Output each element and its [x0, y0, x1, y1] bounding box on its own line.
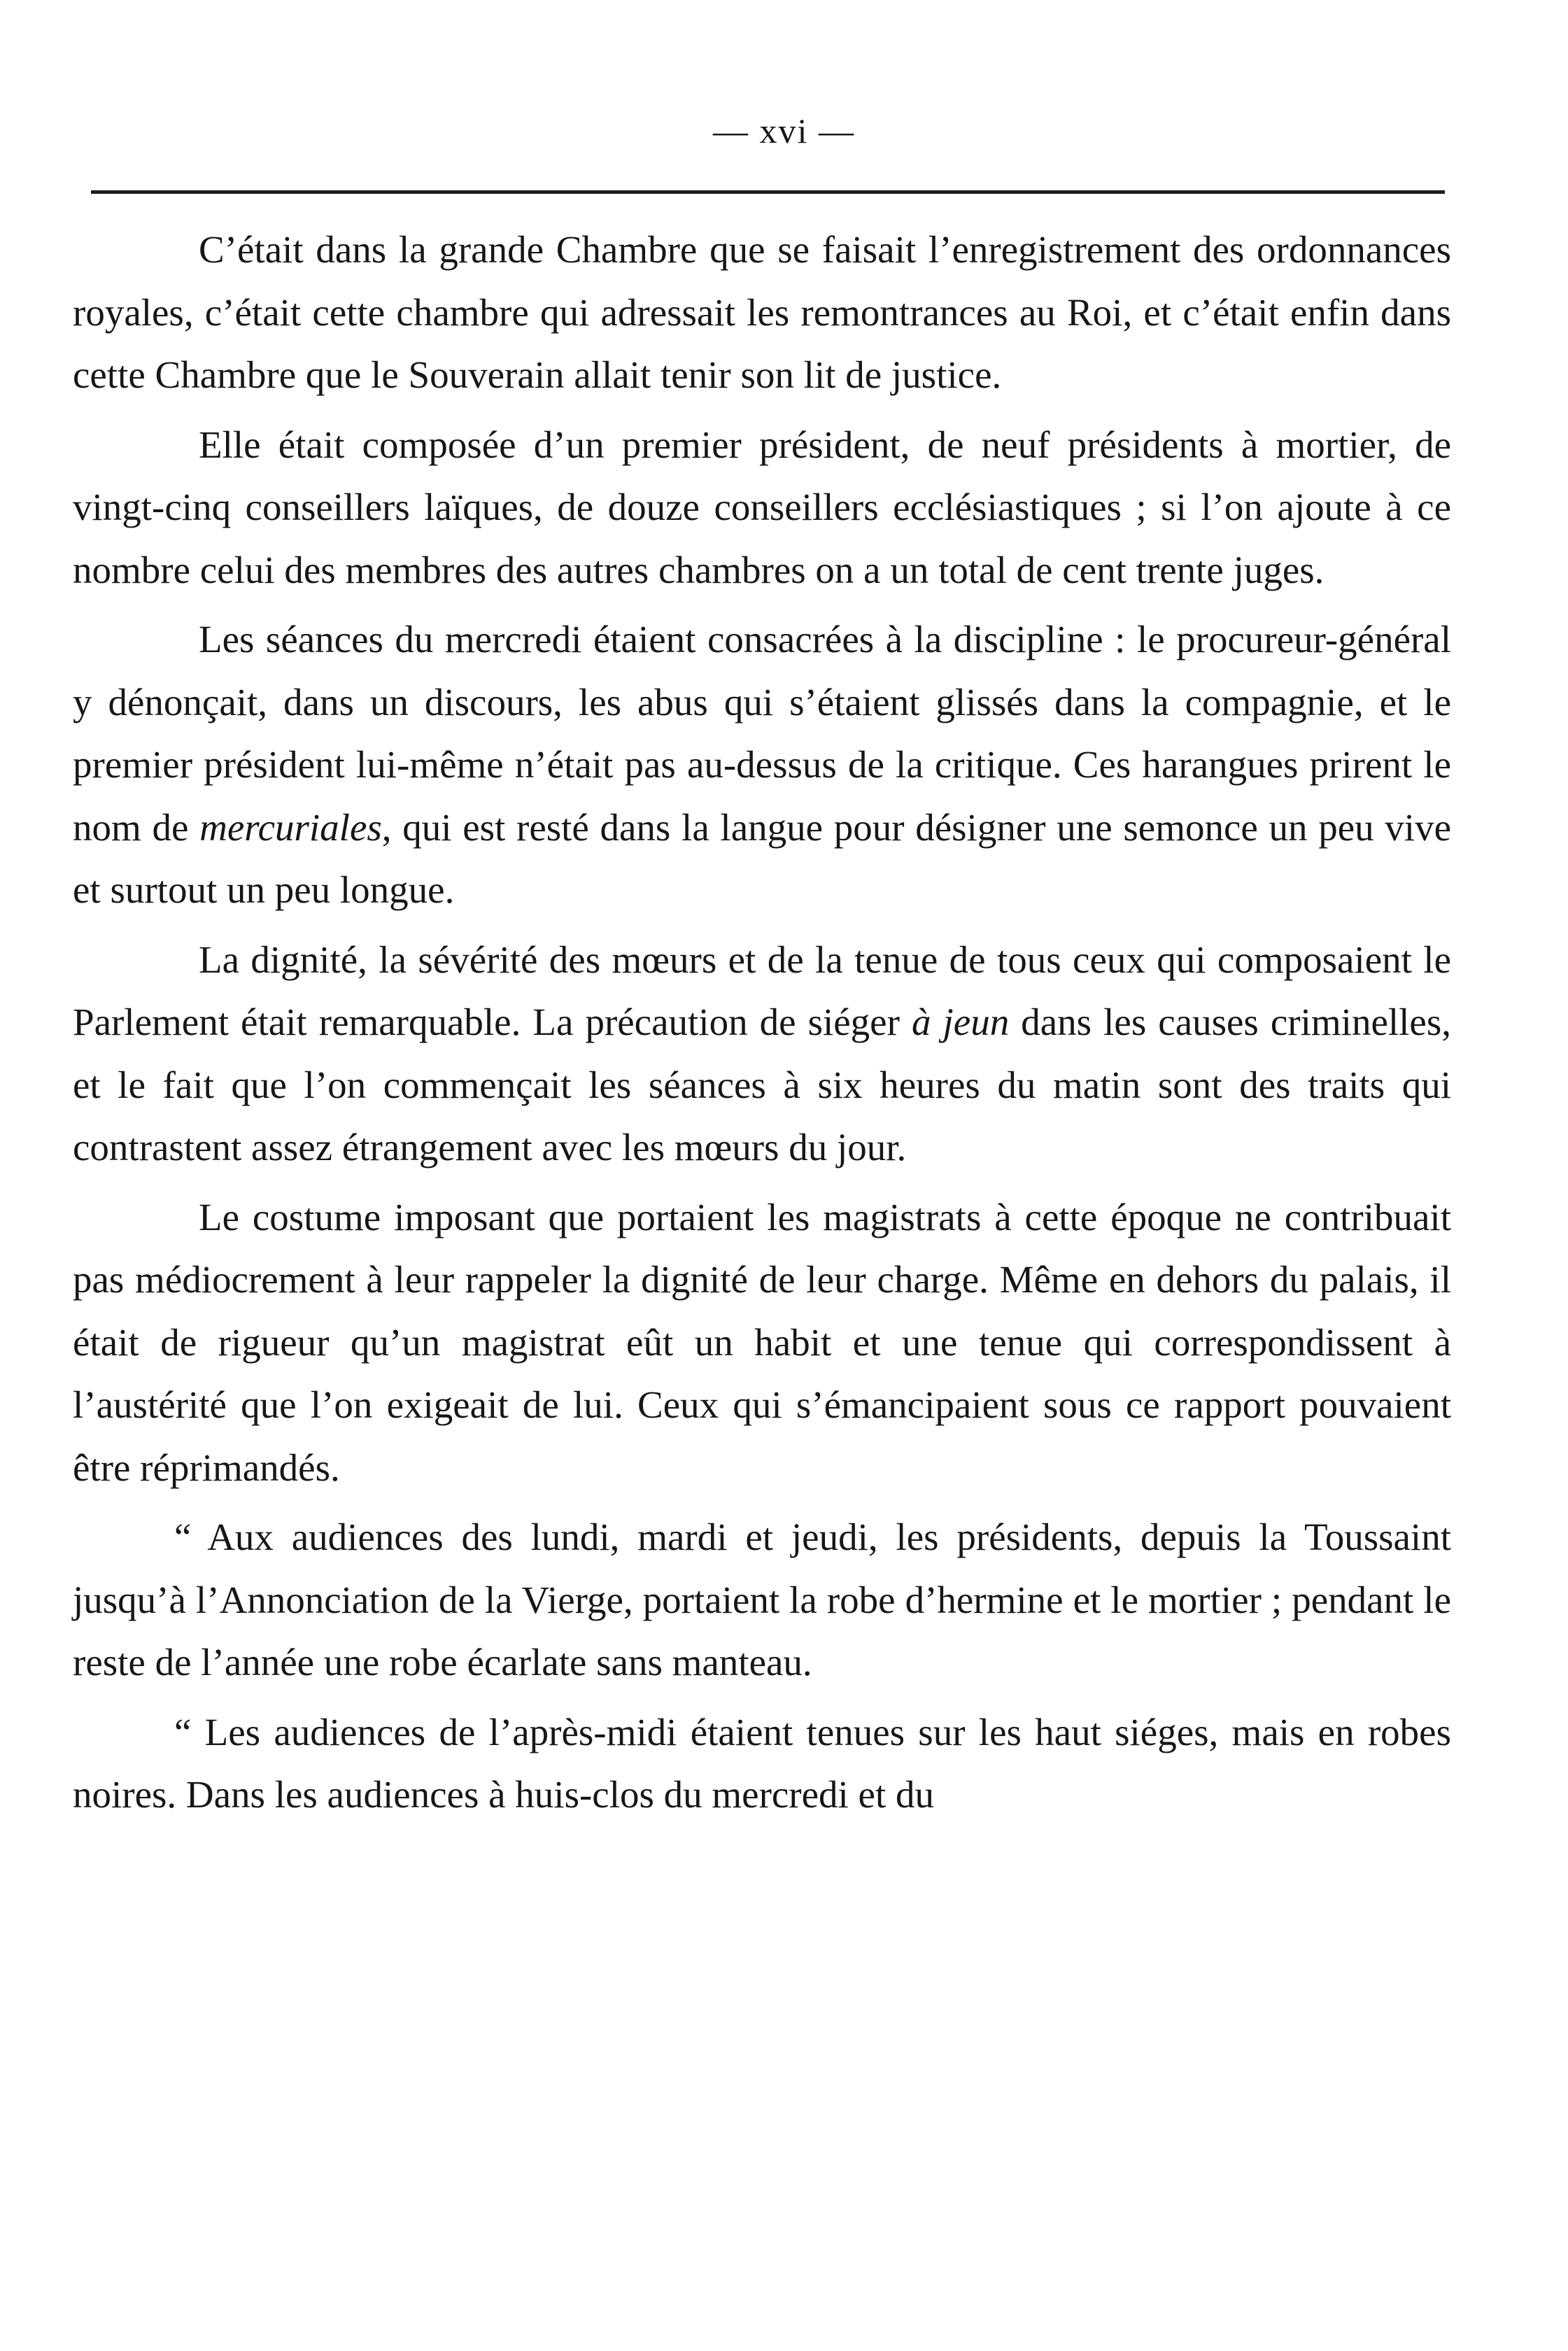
- paragraph-text: dans les causes criminelles, et le fait que l’on commençait les séances à six heures du matin sont des traits qui contrastent assez étrangement avec les mœurs du jour.: [73, 1001, 1451, 1169]
- paragraph-composition: [73, 414, 1451, 602]
- paragraph-text: “ Les audiences de l’après-midi étaient tenues sur les haut siéges, mais en robes noires. Dans les audiences à huis-clos du mercredi et du: [73, 1710, 1451, 1816]
- paragraph-text: Le costume imposant que portaient les magistrats à cette époque ne contribuait pas médiocrement à leur rappeler la dignité de leur charge. Même en dehors du palais, il était de rigueur qu’un magistrat eût un habit et une tenue qui correspondissent à l’austérité que l’on exigeait de lui. Ceux qui s’émancipaient sous ce rapport pouvaient être réprimandés.: [73, 1195, 1451, 1489]
- paragraph-text: , qui est resté dans la langue pour désigner une semonce un peu vive et surtout un peu longue.: [73, 805, 1451, 911]
- paragraph-text: Elle était composée d’un premier président, de neuf présidents à mortier, de vingt-cinq conseillers laïques, de douze conseillers ecclésiastiques ; si l’on ajoute à ce nombre celui des membres des autres chambres on a un total de cent trente juges.: [73, 423, 1451, 591]
- italic-term-a-jeun: à jeun: [911, 1001, 1010, 1043]
- paragraph-mercuriales: [73, 608, 1451, 922]
- header-rule: [91, 190, 1445, 194]
- paragraph-quote-apres-midi: [73, 1701, 1451, 1826]
- page-number-header: — xvi —: [713, 111, 855, 150]
- paragraph-dignite: [73, 929, 1451, 1179]
- paragraph-grande-chambre: [73, 218, 1451, 407]
- paragraph-text: Les séances du mercredi étaient consacrées à la discipline : le procureur-général y dénonçait, dans un discours, les abus qui s’étaient glissés dans la compagnie, et le premier président lui-même n’était pas au-dessus de la critique. Ces harangues prirent le nom de: [73, 618, 1451, 849]
- paragraph-text: C’était dans la grande Chambre que se faisait l’enregistrement des ordonnances royales, c’était cette chambre qui adressait les remontrances au Roi, et c’était enfin dans cette Chambre que le Souverain allait tenir son lit de justice.: [73, 228, 1451, 396]
- paragraph-quote-audiences: [73, 1506, 1451, 1694]
- paragraph-costume: [73, 1186, 1451, 1499]
- italic-term-mercuriales: mercuriales: [199, 805, 382, 849]
- paragraph-text: “ Aux audiences des lundi, mardi et jeudi, les présidents, depuis la Toussaint jusqu’à l’Annonciation de la Vierge, portaient la robe d’hermine et le mortier ; pendant le reste de l’année une robe écarlate sans manteau.: [73, 1516, 1451, 1683]
- paragraph-text: La dignité, la sévérité des mœurs et de la tenue de tous ceux qui composaient le Parlement était remarquable. La précaution de siéger: [73, 938, 1451, 1043]
- body-text: [73, 218, 1451, 1833]
